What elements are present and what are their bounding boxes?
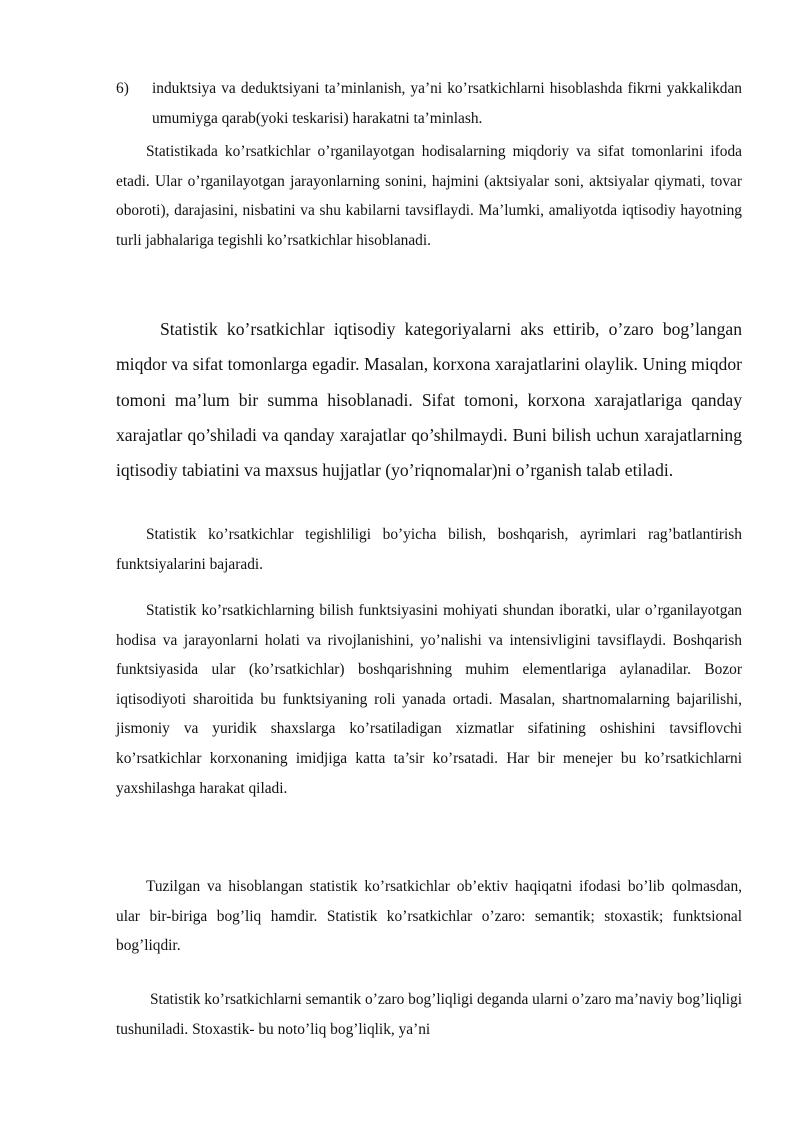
list-item-text: induktsiya va deduktsiyani ta’minlanish, ya’ni ko’rsatkichlarni hisoblashda fikrni yakkalikdan umumiyga qarab(yoki teskarisi) harakatni ta’minlash.	[152, 80, 742, 127]
paragraph-cognitive-function: Statistik ko’rsatkichlarning bilish funktsiyasini mohiyati shundan iboratki, ular o’rganilayotgan hodisa va jarayonlarni holati va rivojlanishini, yo’nalishi va intensivligini tavsiflaydi. Boshqarish funktsiyasida ular (ko’rsatkichlar) boshqarishning muhim elementlariga aylanadilar. Bozor iqtisodiyoti sharoitida bu funktsiyaning roli yanada ortadi. Masalan, shartnomalarning bajarilishi, jismoniy va yuridik shaxslarga ko’rsatiladigan xizmatlar sifatining oshishini tavsiflovchi ko’rsatkichlar korxonaning imidjiga katta ta’sir ko’rsatadi. Har bir menejer bu ko’rsatkichlarni yaxshilashga harakat qiladi.	[116, 602, 742, 797]
paragraph-indicators-definition: Statistikada ko’rsatkichlar o’rganilayotgan hodisalarning miqdoriy va sifat tomonlarini ifoda etadi. Ular o’rganilayotgan jarayonlarning sonini, hajmini (aktsiyalar soni, aktsiyalar qiymati, tovar oboroti), darajasini, nisbatini va shu kabilarni tavsiflaydi. Ma’lumki, amaliyotda iqtisodiy hayotning turli jabhalariga tegishli ko’rsatkichlar hisoblanadi.	[116, 143, 742, 249]
list-item-number: 6)	[116, 80, 129, 97]
paragraph-semantic-relation: Statistik ko’rsatkichlarni semantik o’zaro bog’liqligi deganda ularni o’zaro ma’naviy bog’liqligi tushuniladi. Stoxastik- bu noto’liq bog’liqlik, ya’ni	[116, 991, 742, 1038]
list-item	[116, 74, 742, 133]
paragraph-interrelation: Tuzilgan va hisoblangan statistik ko’rsatkichlar ob’ektiv haqiqatni ifodasi bo’lib qolmasdan, ular bir-biriga bog’liq hamdir. Statistik ko’rsatkichlar o’zaro: semantik; stoxastik; funktsional bog’liqdir.	[116, 878, 742, 955]
paragraph-economic-categories: Statistik ko’rsatkichlar iqtisodiy kategoriyalarni aks ettirib, o’zaro bog’langan miqdor va sifat tomonlarga egadir. Masalan, korxona xarajatlarini olaylik. Uning miqdor tomoni ma’lum bir summa hisoblanadi. Sifat tomoni, korxona xarajatlariga qanday xarajatlar qo’shiladi va qanday xarajatlar qo’shilmaydi. Buni bilish uchun xarajatlarning iqtisodiy tabiatini va maxsus hujjatlar (yo’riqnomalar)ni o’rganish talab etiladi.	[116, 319, 742, 481]
paragraph-functions: Statistik ko’rsatkichlar tegishliligi bo’yicha bilish, boshqarish, ayrimlari rag’batlantirish funktsiyalarini bajaradi.	[116, 526, 742, 573]
